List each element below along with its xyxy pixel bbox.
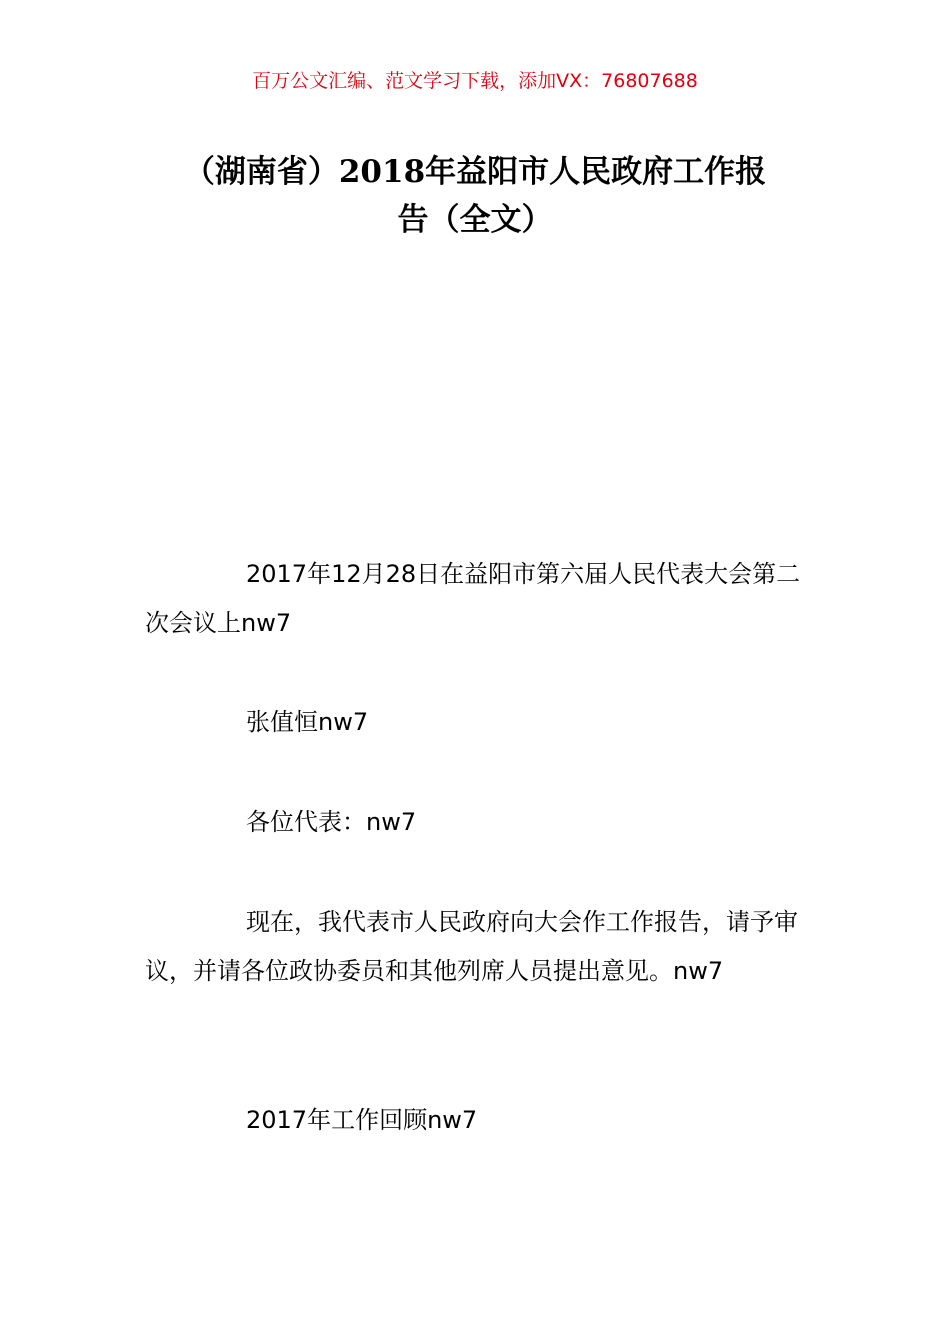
header-promo-note: 百万公文汇编、范文学习下载，添加VX：76807688 bbox=[252, 70, 698, 92]
document-title-line-2: 告（全文） bbox=[397, 202, 553, 238]
section-heading-review: 2017年工作回顾nw7 bbox=[246, 1106, 478, 1134]
paragraph-intro: 现在，我代表市人民政府向大会作工作报告，请予审议，并请各位政协委员和其他列席人员提出意见。nw7 bbox=[145, 908, 798, 985]
document-title-line-1: （湖南省）2018年益阳市人民政府工作报 bbox=[183, 154, 767, 190]
document-title bbox=[150, 148, 800, 244]
paragraph-speaker: 张值恒nw7 bbox=[246, 708, 369, 736]
paragraph-meeting-info: 2017年12月28日在益阳市第六届人民代表大会第二次会议上nw7 bbox=[145, 560, 801, 637]
paragraph-salutation: 各位代表：nw7 bbox=[246, 808, 417, 836]
